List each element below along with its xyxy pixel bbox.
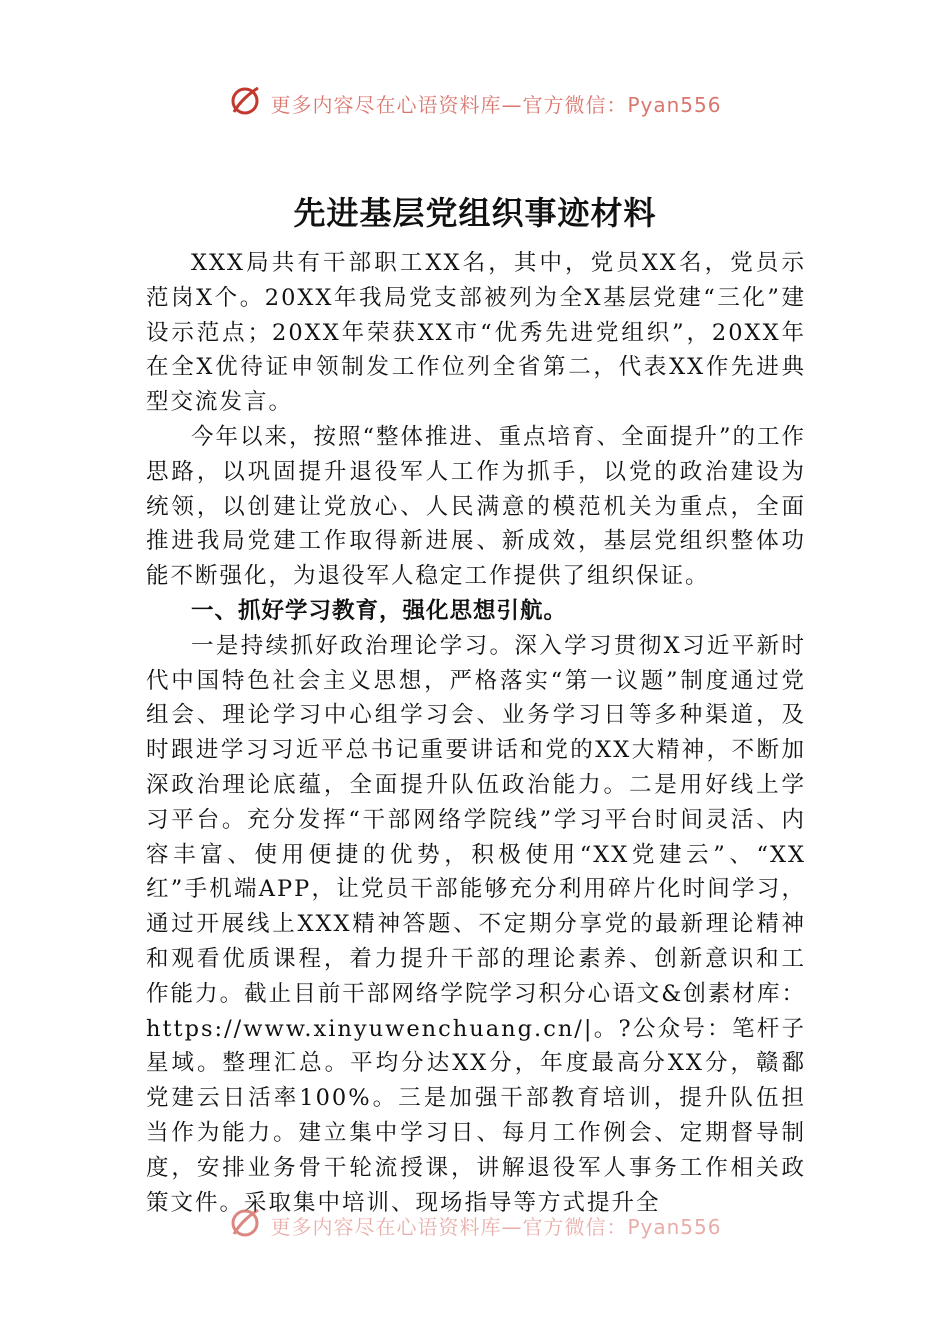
watermark-text: 更多内容尽在心语资料库—官方微信：Pyan556 [270, 1214, 722, 1239]
document-title: 先进基层党组织事迹材料 [293, 194, 657, 232]
watermark-logo-icon [228, 1206, 262, 1244]
paragraph-study: 一是持续抓好政治理论学习。深入学习贯彻X习近平新时代中国特色社会主义思想，严格落实“第一议题”制度通过党组会、理论学习中心组学习会、业务学习日等多种渠道，及时跟进学习习近平总书记重要讲话和党的XX大精神，不断加深政治理论底蕴，全面提升队伍政治能力。二是用好线上学习平台。充分发挥“干部网络学院线”学习平台时间灵活、内容丰富、使用便捷的优势，积极使用“XX党建云”、“XX红”手机端APP，让党员干部能够充分利用碎片化时间学习，通过开展线上XXX精神答题、不定期分享党的最新理论精神和观看优质课程，着力提升干部的理论素养、创新意识和工作能力。截止目前干部网络学院学习积分心语文&创素材库：https://www.xinyuwenchuang.cn/|。?公众号：笔杆子星域。整理汇总。平均分达XX分，年度最高分XX分，赣鄱党建云日活率100%。三是加强干部教育培训，提升队伍担当作为能力。建立集中学习日、每月工作例会、定期督导制度，安排业务骨干轮流授课，讲解退役军人事务工作相关政策文件。采取集中培训、现场指导等方式提升全 [146, 632, 806, 1216]
watermark-header [0, 84, 950, 122]
watermark-text: 更多内容尽在心语资料库—官方微信：Pyan556 [270, 92, 722, 117]
document-body [146, 246, 806, 1220]
watermark-logo-icon [228, 84, 262, 122]
paragraph-overview: 今年以来，按照“整体推进、重点培育、全面提升”的工作思路，以巩固提升退役军人工作为抓手，以党的政治建设为统领，以创建让党放心、人民满意的模范机关为重点，全面推进我局党建工作取得新进展、新成效，基层党组织整体功能不断强化，为退役军人稳定工作提供了组织保证。 [146, 423, 807, 590]
paragraph-intro: XXX局共有干部职工XX名，其中，党员XX名，党员示范岗X个。20XX年我局党支部被列为全X基层党建“三化”建设示范点；20XX年荣获XX市“优秀先进党组织”，20XX年在全X优待证申领制发工作位列全省第二，代表XX作先进典型交流发言。 [146, 250, 806, 416]
watermark-footer [0, 1206, 950, 1244]
section-heading: 一、抓好学习教育，强化思想引航。 [191, 597, 568, 624]
